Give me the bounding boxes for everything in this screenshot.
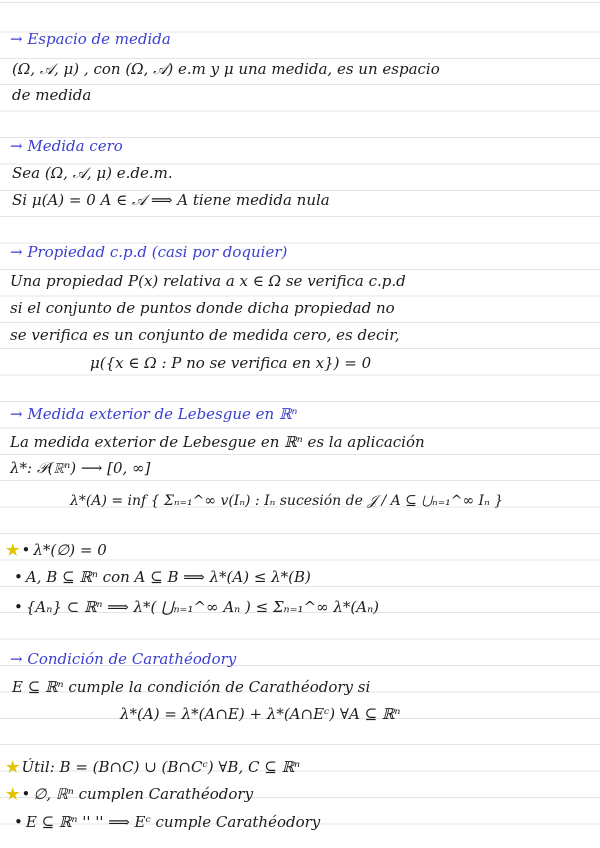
cpd-line-2: si el conjunto de puntos donde dicha propiedad no — [10, 299, 395, 317]
espacio-line-2: de medida — [12, 86, 92, 104]
lebesgue-prop-1 — [6, 541, 600, 559]
heading-condicion-caratheodory — [10, 650, 600, 668]
cpd-line-3: se verifica es un conjunto de medida cero, es decir, — [10, 326, 400, 344]
lebesgue-prop-3 — [14, 598, 600, 616]
lebesgue-definition: λ*(A) = inf { Σₙ₌₁^∞ v(Iₙ) : Iₙ sucesión de 𝒥 / A ⊆ ⋃ₙ₌₁^∞ Iₙ } — [70, 493, 504, 509]
heading-medida-exterior-lebesgue — [10, 405, 600, 423]
bullet-icon: • — [21, 541, 31, 559]
prop-text: λ*(∅) = 0 — [33, 541, 107, 559]
item-text: E ⊆ ℝⁿ '' '' ⟹ Eᶜ cumple Carathéodory — [25, 813, 321, 831]
bullet-icon: • — [14, 568, 23, 586]
arrow-icon: → — [10, 650, 23, 668]
arrow-icon: → — [10, 30, 23, 48]
prop-text: A, B ⊆ ℝⁿ con A ⊆ B ⟹ λ*(A) ≤ λ*(B) — [25, 568, 311, 586]
lebesgue-line-2: λ*: 𝒫(ℝⁿ) ⟶ [0, ∞] — [10, 459, 151, 477]
bullet-icon: • — [21, 785, 31, 803]
lebesgue-prop-2 — [14, 568, 600, 586]
heading-medida-cero — [10, 137, 600, 155]
heading-propiedad-cpd — [10, 243, 600, 261]
heading-text: Medida exterior de Lebesgue en ℝⁿ — [27, 405, 298, 423]
cero-line-2: Si μ(A) = 0 A ∈ 𝒜 ⟹ A tiene medida nula — [12, 191, 330, 209]
caratheodory-item-1 — [6, 785, 600, 803]
star-icon: ★ — [6, 758, 20, 776]
cero-line-1: Sea (Ω, 𝒜, μ) e.de.m. — [12, 164, 173, 182]
star-icon: ★ — [6, 541, 20, 559]
arrow-icon: → — [10, 405, 23, 423]
heading-text: Espacio de medida — [27, 30, 171, 48]
arrow-icon: → — [10, 243, 23, 261]
lebesgue-line-1: La medida exterior de Lebesgue en ℝⁿ es la aplicación — [10, 433, 425, 451]
espacio-line-1: (Ω, 𝒜, μ) , con (Ω, 𝒜) e.m y μ una medida, es un espacio — [12, 60, 440, 78]
caratheodory-line-1: E ⊆ ℝⁿ cumple la condición de Carathéodory si — [12, 678, 371, 696]
bullet-icon: • — [14, 813, 23, 831]
cpd-line-1: Una propiedad P(x) relativa a x ∈ Ω se verifica c.p.d — [10, 272, 406, 290]
heading-text: Medida cero — [27, 137, 123, 155]
caratheodory-util — [6, 758, 600, 776]
cpd-line-4: μ({x ∈ Ω : P no se verifica en x}) = 0 — [90, 354, 372, 372]
prop-text: {Aₙ} ⊂ ℝⁿ ⟹ λ*( ⋃ₙ₌₁^∞ Aₙ ) ≤ Σₙ₌₁^∞ λ*(Aₙ) — [25, 598, 380, 616]
heading-espacio-de-medida — [10, 30, 600, 48]
caratheodory-line-2: λ*(A) = λ*(A∩E) + λ*(A∩Eᶜ) ∀A ⊆ ℝⁿ — [120, 705, 401, 723]
arrow-icon: → — [10, 137, 23, 155]
caratheodory-item-2 — [14, 813, 600, 831]
star-icon: ★ — [6, 785, 20, 803]
item-text: ∅, ℝⁿ cumplen Carathéodory — [33, 785, 254, 803]
util-text: Útil: B = (B∩C) ∪ (B∩Cᶜ) ∀B, C ⊆ ℝⁿ — [21, 758, 301, 776]
heading-text: Propiedad c.p.d (casi por doquier) — [27, 243, 288, 261]
heading-text: Condición de Carathéodory — [27, 650, 237, 668]
bullet-icon: • — [14, 598, 23, 616]
